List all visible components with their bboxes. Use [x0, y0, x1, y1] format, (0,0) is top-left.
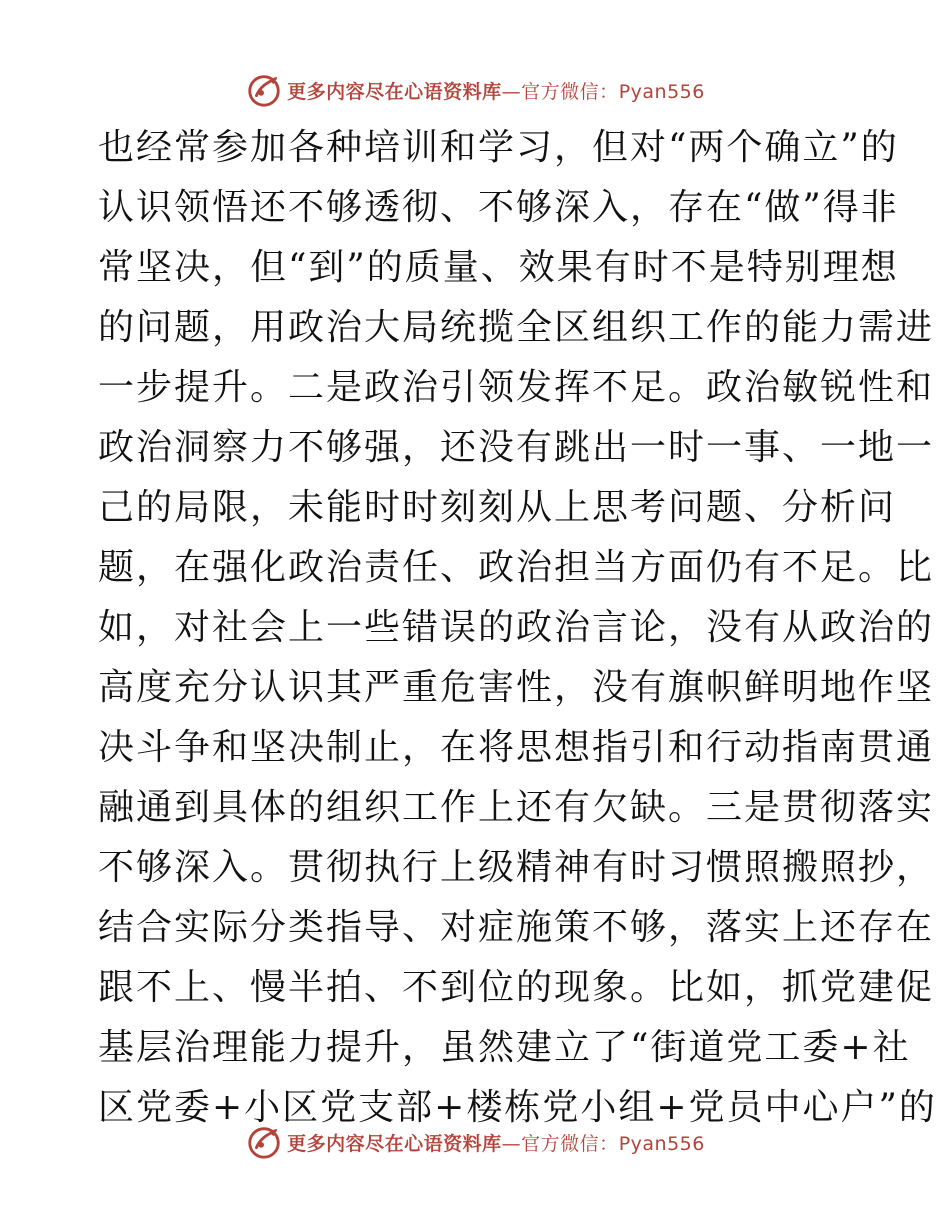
watermark-official: 官方微信： — [521, 1132, 619, 1155]
body-line: 一步提升。二是政治引领发挥不足。政治敏锐性和 — [98, 367, 935, 408]
watermark-dash: — — [501, 80, 522, 103]
watermark-official: 官方微信： — [521, 80, 619, 103]
watermark-text — [287, 77, 705, 104]
watermark-brand: 更多内容尽在心语资料库 — [287, 80, 502, 103]
body-line: 如，对社会上一些错误的政治言论，没有从政治的 — [98, 607, 935, 648]
body-line: 决斗争和坚决制止，在将思想指引和行动指南贯通 — [98, 727, 935, 768]
watermark-dash: — — [501, 1132, 522, 1155]
brand-logo-icon — [245, 1123, 283, 1161]
watermark-brand: 更多内容尽在心语资料库 — [287, 1132, 502, 1155]
body-line: 题，在强化政治责任、政治担当方面仍有不足。比 — [98, 547, 935, 588]
watermark-text — [287, 1129, 705, 1156]
body-line: 结合实际分类指导、对症施策不够，落实上还存在 — [98, 907, 935, 948]
body-line: 跟不上、慢半拍、不到位的现象。比如，抓党建促 — [98, 967, 935, 1008]
header-watermark — [0, 68, 950, 112]
watermark-wechat: Pyan556 — [618, 1132, 705, 1155]
body-line: 己的局限，未能时时刻刻从上思考问题、分析问 — [98, 487, 897, 528]
body-line: 基层治理能力提升，虽然建立了“街道党工委+社 — [98, 1027, 911, 1068]
body-line: 政治洞察力不够强，还没有跳出一时一事、一地一 — [98, 427, 935, 468]
watermark-wechat: Pyan556 — [618, 80, 705, 103]
body-line: 不够深入。贯彻执行上级精神有时习惯照搬照抄， — [98, 847, 935, 888]
body-line: 认识领悟还不够透彻、不够深入，存在“做”得非 — [98, 187, 899, 228]
body-line: 也经常参加各种培训和学习，但对“两个确立”的 — [98, 127, 899, 168]
body-line: 的问题，用政治大局统揽全区组织工作的能力需进 — [98, 307, 935, 348]
body-line: 区党委+小区党支部+楼栋党小组+党员中心户”的 — [98, 1087, 937, 1128]
body-line: 高度充分认识其严重危害性，没有旗帜鲜明地作坚 — [98, 667, 935, 708]
footer-watermark — [0, 1120, 950, 1164]
body-line: 融通到具体的组织工作上还有欠缺。三是贯彻落实 — [98, 787, 935, 828]
body-line: 常坚决，但“到”的质量、效果有时不是特别理想 — [98, 247, 899, 288]
document-body — [98, 118, 937, 1138]
brand-logo-icon — [245, 71, 283, 109]
